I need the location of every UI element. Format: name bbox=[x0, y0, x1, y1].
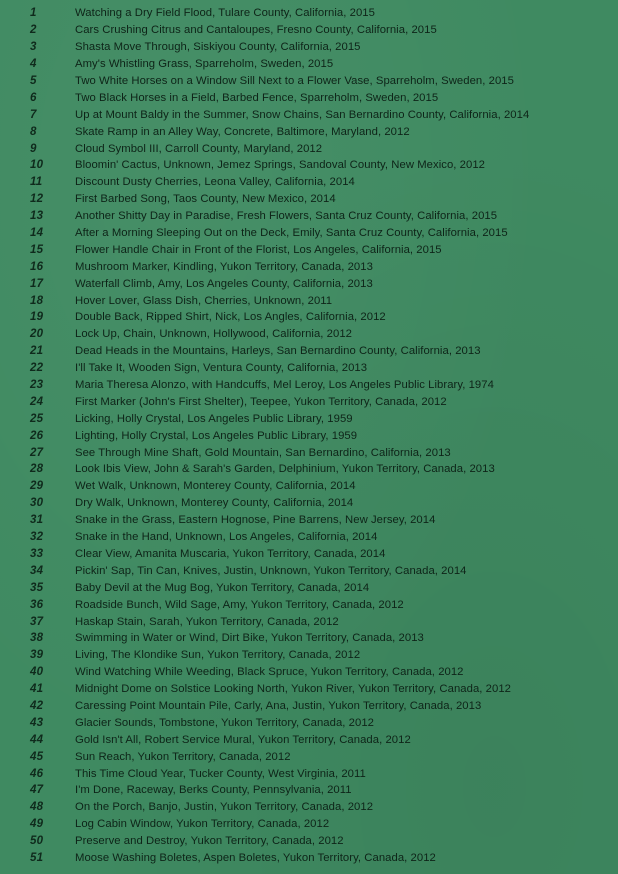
plate-title: Skate Ramp in an Alley Way, Concrete, Baltimore, Maryland, 2012 bbox=[75, 125, 410, 138]
plate-title: Up at Mount Baldy in the Summer, Snow Chains, San Bernardino County, California, 2014 bbox=[75, 108, 530, 121]
plate-number: 9 bbox=[30, 142, 37, 155]
plate-number: 17 bbox=[30, 277, 44, 290]
plate-row bbox=[0, 529, 618, 546]
plate-number: 16 bbox=[30, 260, 44, 273]
plate-row bbox=[0, 664, 618, 681]
plate-number: 20 bbox=[30, 328, 44, 341]
plate-row bbox=[0, 377, 618, 394]
plate-title: Licking, Holly Crystal, Los Angeles Public Library, 1959 bbox=[75, 412, 353, 425]
plate-number: 11 bbox=[30, 176, 43, 189]
plate-number: 10 bbox=[30, 159, 44, 172]
plate-number: 39 bbox=[30, 649, 44, 662]
plate-number: 22 bbox=[30, 362, 44, 375]
plate-title: Watching a Dry Field Flood, Tulare County, California, 2015 bbox=[75, 7, 375, 20]
plate-number: 14 bbox=[30, 227, 44, 240]
plate-number: 28 bbox=[30, 463, 44, 476]
plate-number: 33 bbox=[30, 547, 44, 560]
plate-row bbox=[0, 546, 618, 563]
plate-title: Two White Horses on a Window Sill Next to a Flower Vase, Sparreholm, Sweden, 2015 bbox=[75, 75, 514, 87]
plate-number: 12 bbox=[30, 193, 44, 206]
plate-title: Wind Watching While Weeding, Black Spruce, Yukon Territory, Canada, 2012 bbox=[75, 666, 464, 679]
plate-title: This Time Cloud Year, Tucker County, West Virginia, 2011 bbox=[75, 767, 366, 780]
plate-row bbox=[0, 123, 618, 140]
plate-title: Amy's Whistling Grass, Sparreholm, Sweden, 2015 bbox=[75, 58, 334, 71]
plate-row bbox=[0, 562, 618, 579]
plate-row bbox=[0, 444, 618, 461]
plate-title: Hover Lover, Glass Dish, Cherries, Unknown, 2011 bbox=[75, 294, 333, 307]
plate-title: Glacier Sounds, Tombstone, Yukon Territory, Canada, 2012 bbox=[75, 716, 374, 729]
plate-number: 19 bbox=[30, 311, 44, 324]
plate-title: Snake in the Grass, Eastern Hognose, Pine Barrens, New Jersey, 2014 bbox=[75, 514, 436, 527]
plate-row bbox=[0, 579, 618, 596]
plate-row bbox=[0, 647, 618, 664]
plate-number: 26 bbox=[30, 429, 44, 442]
plate-title: Waterfall Climb, Amy, Los Angeles County, California, 2013 bbox=[75, 277, 373, 290]
plate-title: Gold Isn't All, Robert Service Mural, Yukon Territory, Canada, 2012 bbox=[75, 733, 411, 746]
plate-title: Double Back, Ripped Shirt, Nick, Los Angles, California, 2012 bbox=[75, 311, 386, 324]
plate-row bbox=[0, 427, 618, 444]
plate-row bbox=[0, 512, 618, 529]
plate-number: 42 bbox=[30, 699, 44, 712]
plate-row bbox=[0, 208, 618, 225]
plate-row bbox=[0, 410, 618, 427]
plate-row bbox=[0, 748, 618, 765]
plate-number: 27 bbox=[30, 446, 44, 459]
plate-number: 23 bbox=[30, 379, 44, 392]
plate-row bbox=[0, 731, 618, 748]
plate-number: 45 bbox=[30, 750, 44, 763]
plate-title: Flower Handle Chair in Front of the Florist, Los Angeles, California, 2015 bbox=[75, 243, 442, 256]
plate-row bbox=[0, 850, 618, 867]
plate-number: 47 bbox=[30, 784, 44, 797]
plate-title: Lock Up, Chain, Unknown, Hollywood, California, 2012 bbox=[75, 328, 353, 341]
plate-title: Wet Walk, Unknown, Monterey County, California, 2014 bbox=[75, 480, 356, 493]
plate-title: Two Black Horses in a Field, Barbed Fence, Sparreholm, Sweden, 2015 bbox=[75, 91, 439, 104]
plate-number: 40 bbox=[30, 666, 44, 679]
plate-number: 43 bbox=[30, 716, 44, 729]
plate-title: Living, The Klondike Sun, Yukon Territory, Canada, 2012 bbox=[75, 649, 361, 662]
plate-title: Cars Crushing Citrus and Cantaloupes, Fresno County, California, 2015 bbox=[75, 24, 437, 37]
plate-row bbox=[0, 241, 618, 258]
plate-number: 8 bbox=[30, 125, 37, 138]
plate-title: I'm Done, Raceway, Berks County, Pennsylvania, 2011 bbox=[75, 784, 352, 797]
plate-title: Swimming in Water or Wind, Dirt Bike, Yukon Territory, Canada, 2013 bbox=[75, 632, 424, 645]
plate-number: 41 bbox=[30, 683, 44, 696]
plate-row bbox=[0, 5, 618, 22]
plate-row bbox=[0, 816, 618, 833]
plate-title: Baby Devil at the Mug Bog, Yukon Territory, Canada, 2014 bbox=[75, 581, 370, 594]
plate-number: 21 bbox=[30, 345, 44, 358]
plate-title: I'll Take It, Wooden Sign, Ventura County, California, 2013 bbox=[75, 362, 368, 375]
plate-row bbox=[0, 799, 618, 816]
plate-title: Bloomin' Cactus, Unknown, Jemez Springs, Sandoval County, New Mexico, 2012 bbox=[75, 159, 486, 172]
plate-number: 32 bbox=[30, 531, 44, 544]
plate-title: Lighting, Holly Crystal, Los Angeles Public Library, 1959 bbox=[75, 429, 358, 442]
plate-number: 5 bbox=[30, 75, 37, 87]
plate-title: Dead Heads in the Mountains, Harleys, San Bernardino County, California, 2013 bbox=[75, 345, 481, 358]
plate-title: Preserve and Destroy, Yukon Territory, Canada, 2012 bbox=[75, 835, 344, 848]
plate-title: Clear View, Amanita Muscaria, Yukon Territory, Canada, 2014 bbox=[75, 547, 386, 560]
plate-title: Moose Washing Boletes, Aspen Boletes, Yukon Territory, Canada, 2012 bbox=[75, 851, 436, 864]
plate-row bbox=[0, 326, 618, 343]
plate-row bbox=[0, 714, 618, 731]
plate-number: 30 bbox=[30, 497, 44, 510]
plate-row bbox=[0, 89, 618, 106]
plate-row bbox=[0, 73, 618, 90]
plate-title: Sun Reach, Yukon Territory, Canada, 2012 bbox=[75, 750, 291, 763]
plate-row bbox=[0, 225, 618, 242]
plate-row bbox=[0, 698, 618, 715]
plate-number: 15 bbox=[30, 243, 44, 256]
plate-title: Look Ibis View, John & Sarah's Garden, Delphinium, Yukon Territory, Canada, 2013 bbox=[75, 463, 495, 476]
plate-title: Shasta Move Through, Siskiyou County, California, 2015 bbox=[75, 41, 361, 54]
plate-number: 35 bbox=[30, 581, 44, 594]
plate-number: 3 bbox=[30, 41, 37, 54]
plate-row bbox=[0, 140, 618, 157]
plate-number: 24 bbox=[30, 395, 44, 408]
plate-row bbox=[0, 495, 618, 512]
plate-number: 50 bbox=[30, 835, 44, 848]
plate-row bbox=[0, 157, 618, 174]
plate-number: 29 bbox=[30, 480, 44, 493]
plate-row bbox=[0, 292, 618, 309]
plate-number: 2 bbox=[30, 24, 37, 37]
plate-row bbox=[0, 22, 618, 39]
plate-row bbox=[0, 275, 618, 292]
plate-list bbox=[0, 5, 618, 866]
plate-row bbox=[0, 613, 618, 630]
plate-number: 51 bbox=[30, 851, 44, 864]
plate-title: Midnight Dome on Solstice Looking North, Yukon River, Yukon Territory, Canada, 2012 bbox=[75, 683, 511, 696]
plate-row bbox=[0, 309, 618, 326]
plate-number: 7 bbox=[30, 108, 37, 121]
plate-number: 4 bbox=[30, 58, 37, 71]
plate-row bbox=[0, 478, 618, 495]
plate-row bbox=[0, 360, 618, 377]
plate-title: Maria Theresa Alonzo, with Handcuffs, Mel Leroy, Los Angeles Public Library, 1974 bbox=[75, 379, 494, 392]
plate-title: On the Porch, Banjo, Justin, Yukon Territory, Canada, 2012 bbox=[75, 801, 374, 814]
plate-number: 25 bbox=[30, 412, 44, 425]
plate-number: 48 bbox=[30, 801, 44, 814]
plate-title: Discount Dusty Cherries, Leona Valley, California, 2014 bbox=[75, 176, 355, 189]
plate-title: Pickin' Sap, Tin Can, Knives, Justin, Unknown, Yukon Territory, Canada, 2014 bbox=[75, 564, 467, 577]
plate-row bbox=[0, 630, 618, 647]
plate-title: See Through Mine Shaft, Gold Mountain, San Bernardino, California, 2013 bbox=[75, 446, 451, 459]
plate-number: 38 bbox=[30, 632, 44, 645]
plate-row bbox=[0, 56, 618, 73]
plate-row bbox=[0, 461, 618, 478]
plate-number: 6 bbox=[30, 91, 37, 104]
plate-row bbox=[0, 174, 618, 191]
plate-number: 46 bbox=[30, 767, 44, 780]
plate-title: Snake in the Hand, Unknown, Los Angeles, California, 2014 bbox=[75, 531, 378, 544]
plate-title: First Barbed Song, Taos County, New Mexico, 2014 bbox=[75, 193, 336, 206]
plate-number: 49 bbox=[30, 818, 44, 831]
plate-title: Caressing Point Mountain Pile, Carly, Ana, Justin, Yukon Territory, Canada, 2013 bbox=[75, 699, 482, 712]
plate-title: Dry Walk, Unknown, Monterey County, California, 2014 bbox=[75, 497, 354, 510]
plate-title: Roadside Bunch, Wild Sage, Amy, Yukon Territory, Canada, 2012 bbox=[75, 598, 404, 611]
plate-number: 36 bbox=[30, 598, 44, 611]
plate-title: First Marker (John's First Shelter), Teepee, Yukon Territory, Canada, 2012 bbox=[75, 395, 447, 408]
plate-title: Cloud Symbol III, Carroll County, Maryland, 2012 bbox=[75, 142, 323, 155]
plate-row bbox=[0, 596, 618, 613]
plate-row bbox=[0, 782, 618, 799]
plate-number: 34 bbox=[30, 564, 44, 577]
plate-row bbox=[0, 343, 618, 360]
plate-number: 44 bbox=[30, 733, 44, 746]
plate-title: Haskap Stain, Sarah, Yukon Territory, Canada, 2012 bbox=[75, 615, 339, 628]
plate-title: Another Shitty Day in Paradise, Fresh Flowers, Santa Cruz County, California, 2015 bbox=[75, 210, 498, 223]
plate-row bbox=[0, 765, 618, 782]
plate-number: 37 bbox=[30, 615, 44, 628]
plate-row bbox=[0, 39, 618, 56]
plate-row bbox=[0, 191, 618, 208]
plate-row bbox=[0, 106, 618, 123]
plate-row bbox=[0, 833, 618, 850]
plate-row bbox=[0, 681, 618, 698]
plate-number: 13 bbox=[30, 210, 44, 223]
plate-row bbox=[0, 258, 618, 275]
plate-number: 1 bbox=[30, 7, 37, 20]
plate-title: Log Cabin Window, Yukon Territory, Canada, 2012 bbox=[75, 818, 330, 831]
plate-title: Mushroom Marker, Kindling, Yukon Territory, Canada, 2013 bbox=[75, 260, 373, 273]
plate-row bbox=[0, 393, 618, 410]
plate-number: 31 bbox=[30, 514, 44, 527]
plate-number: 18 bbox=[30, 294, 44, 307]
plate-title: After a Morning Sleeping Out on the Deck, Emily, Santa Cruz County, California, 2015 bbox=[75, 227, 508, 240]
